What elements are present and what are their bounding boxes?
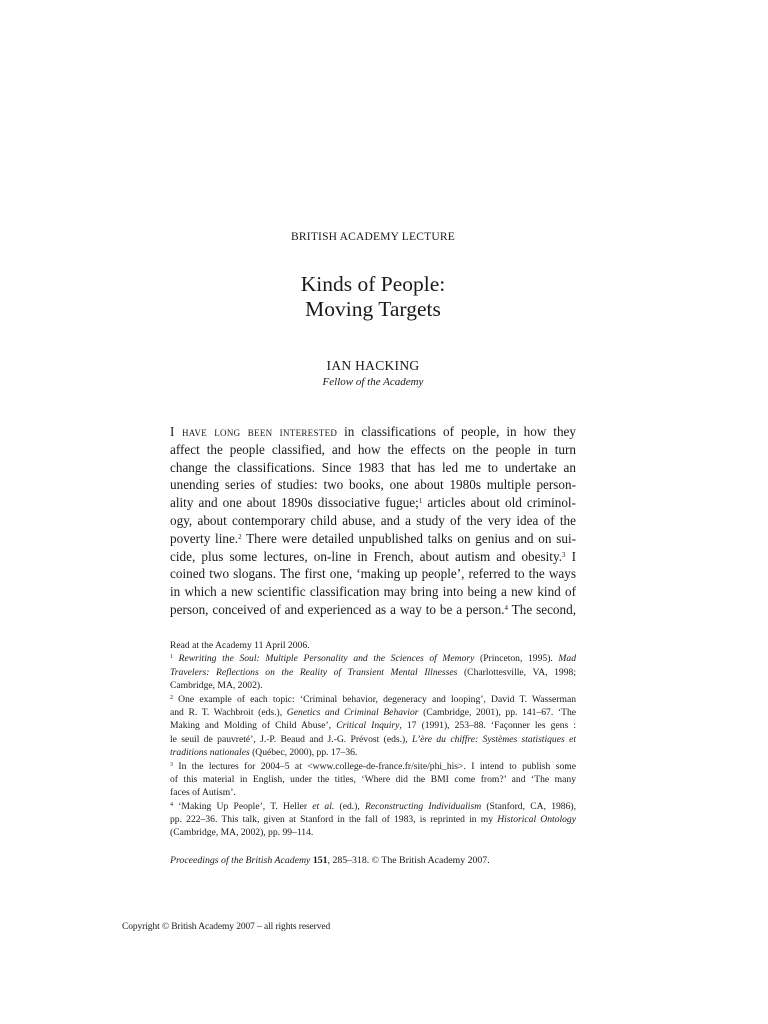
footnote-4-cont [170,813,576,826]
footnote-text: In the lectures for 2004–5 at <www.college-de-france.fr/site/phi_his>. I intend to publish some [173,760,576,772]
footnote-text: and R. T. Wachbroit (eds.), [170,706,287,718]
body-line: unending series of studies: two books, one about 1980s multiple person- [170,477,576,493]
footnote-mark: 3 [170,761,173,768]
body-line: change the classifications. Since 1983 that has led me to undertake an [170,459,576,475]
footnote-2-cont [170,706,576,719]
footnote-text: le seuil de pauvreté’, J.-P. Beaud and J.-G. Prévost (eds.), [170,733,412,745]
citation-rest: , 285–318. © The British Academy 2007. [327,855,490,866]
cited-title: Travelers: Reflections on the Reality of Transient Mental Illnesses [170,666,458,678]
title-line-2: Moving Targets [305,297,441,321]
footnote-2-cont [170,733,576,746]
footnote-ref[interactable]: 4 [504,603,508,612]
title-line-1: Kinds of People: [300,272,446,296]
footnote-text: (Québec, 2000), pp. 17–36. [249,747,358,759]
small-caps-opening: I have long been interested [170,424,338,439]
footnote-3-cont: faces of Autism’. [170,787,236,799]
cited-title: Critical Inquiry [336,720,400,732]
body-line: affect the people classified, and how the effects on the people in turn [170,441,576,457]
footnote-text: ‘Making Up People’, T. Heller [173,800,313,812]
footnote-1-cont: Cambridge, MA, 2002). [170,680,263,692]
body-line [170,548,576,566]
body-line [170,601,576,619]
footnote-text: One example of each topic: ‘Criminal behavior, degeneracy and looping’, David T. Wasserman [173,693,576,705]
body-text: cide, plus some lectures, on-line in French, about autism and obesity. [170,548,562,564]
footnote-text: , 17 (1991), 253–88. ‘Façonner les gens : [399,720,576,732]
footnote-text: pp. 222–36. This talk, given at Stanford in the fall of 1983, is reprinted in my [170,814,498,826]
footnote-text: Making and Molding of Child Abuse’, [170,720,337,732]
footnote-3-cont: of this material in English, under the titles, ‘Where did the BMI come from?’ and ‘The many [170,773,576,785]
body-line [170,423,576,441]
cited-title: L’ère du chiffre: Systèmes statistiques et [411,733,576,745]
journal-name: Proceedings of the British Academy [170,855,311,866]
body-line [170,494,576,512]
copyright-notice: Copyright © British Academy 2007 – all rights reserved [122,922,331,932]
body-text: I [565,548,576,564]
body-text: person, conceived of and experienced as a way to be a person. [170,601,505,617]
body-line: coined two slogans. The first one, ‘making up people’, referred to the ways [170,566,576,582]
author-name: IAN HACKING [326,358,420,373]
footnotes [170,639,576,840]
cited-title: Rewriting the Soul: Multiple Personality and the Sciences of Memory [178,653,475,665]
footnote-2 [170,693,576,706]
footnote-mark: 2 [170,694,173,701]
footnote-text: (Princeton, 1995). [474,653,559,665]
body-text: ality and one about 1890s dissociative fugue; [170,495,419,511]
body-text: in classifications of people, in how they [337,424,576,439]
article-title [0,272,746,322]
cited-title: Reconstructing Individualism [365,800,482,812]
footnote-1 [170,652,576,665]
body-text: The second, [508,601,577,617]
body-line [170,530,576,548]
footnote-text: (Stanford, CA, 1986), [481,800,576,812]
footnote-text: (Cambridge, 2001), pp. 141–67. ‘The [418,706,577,718]
footnote-3 [170,760,576,773]
proceedings-citation [170,855,576,866]
footnote-ref[interactable]: 3 [562,550,566,559]
body-line: in which a new scientific classification may bring into being a new kind of [170,584,576,600]
read-note: Read at the Academy 11 April 2006. [170,640,310,651]
author-affiliation: Fellow of the Academy [322,376,424,388]
cited-title: traditions nationales [170,747,250,759]
body-paragraph [170,423,576,619]
footnote-4 [170,800,576,813]
body-text: There were detailed unpublished talks on genius and on sui- [241,530,576,546]
footnote-1-cont [170,666,576,679]
footnote-text: (ed.), [334,800,366,812]
volume-number: 151 [312,855,328,866]
footnote-text: (Charlottesville, VA, 1998; [457,666,576,678]
body-text: poverty line. [170,530,239,546]
body-text: articles about old criminol- [422,495,576,511]
footnote-mark: 4 [170,801,173,808]
footnote-ref[interactable]: 1 [418,497,423,506]
cited-title: Genetics and Criminal Behavior [286,706,419,718]
footnote-ref[interactable]: 2 [238,532,242,541]
footnote-mark: 1 [170,654,173,661]
footnote-2-cont [170,746,576,759]
cited-title: Mad [558,653,577,665]
footnote-2-cont [170,719,576,732]
series-label: BRITISH ACADEMY LECTURE [291,231,455,243]
body-line: ogy, about contemporary child abuse, and a study of the very idea of the [170,512,576,528]
footnote-4-cont: (Cambridge, MA, 2002), pp. 99–114. [170,827,314,839]
cited-title: et al. [312,800,335,812]
cited-title: Historical Ontology [497,814,576,826]
